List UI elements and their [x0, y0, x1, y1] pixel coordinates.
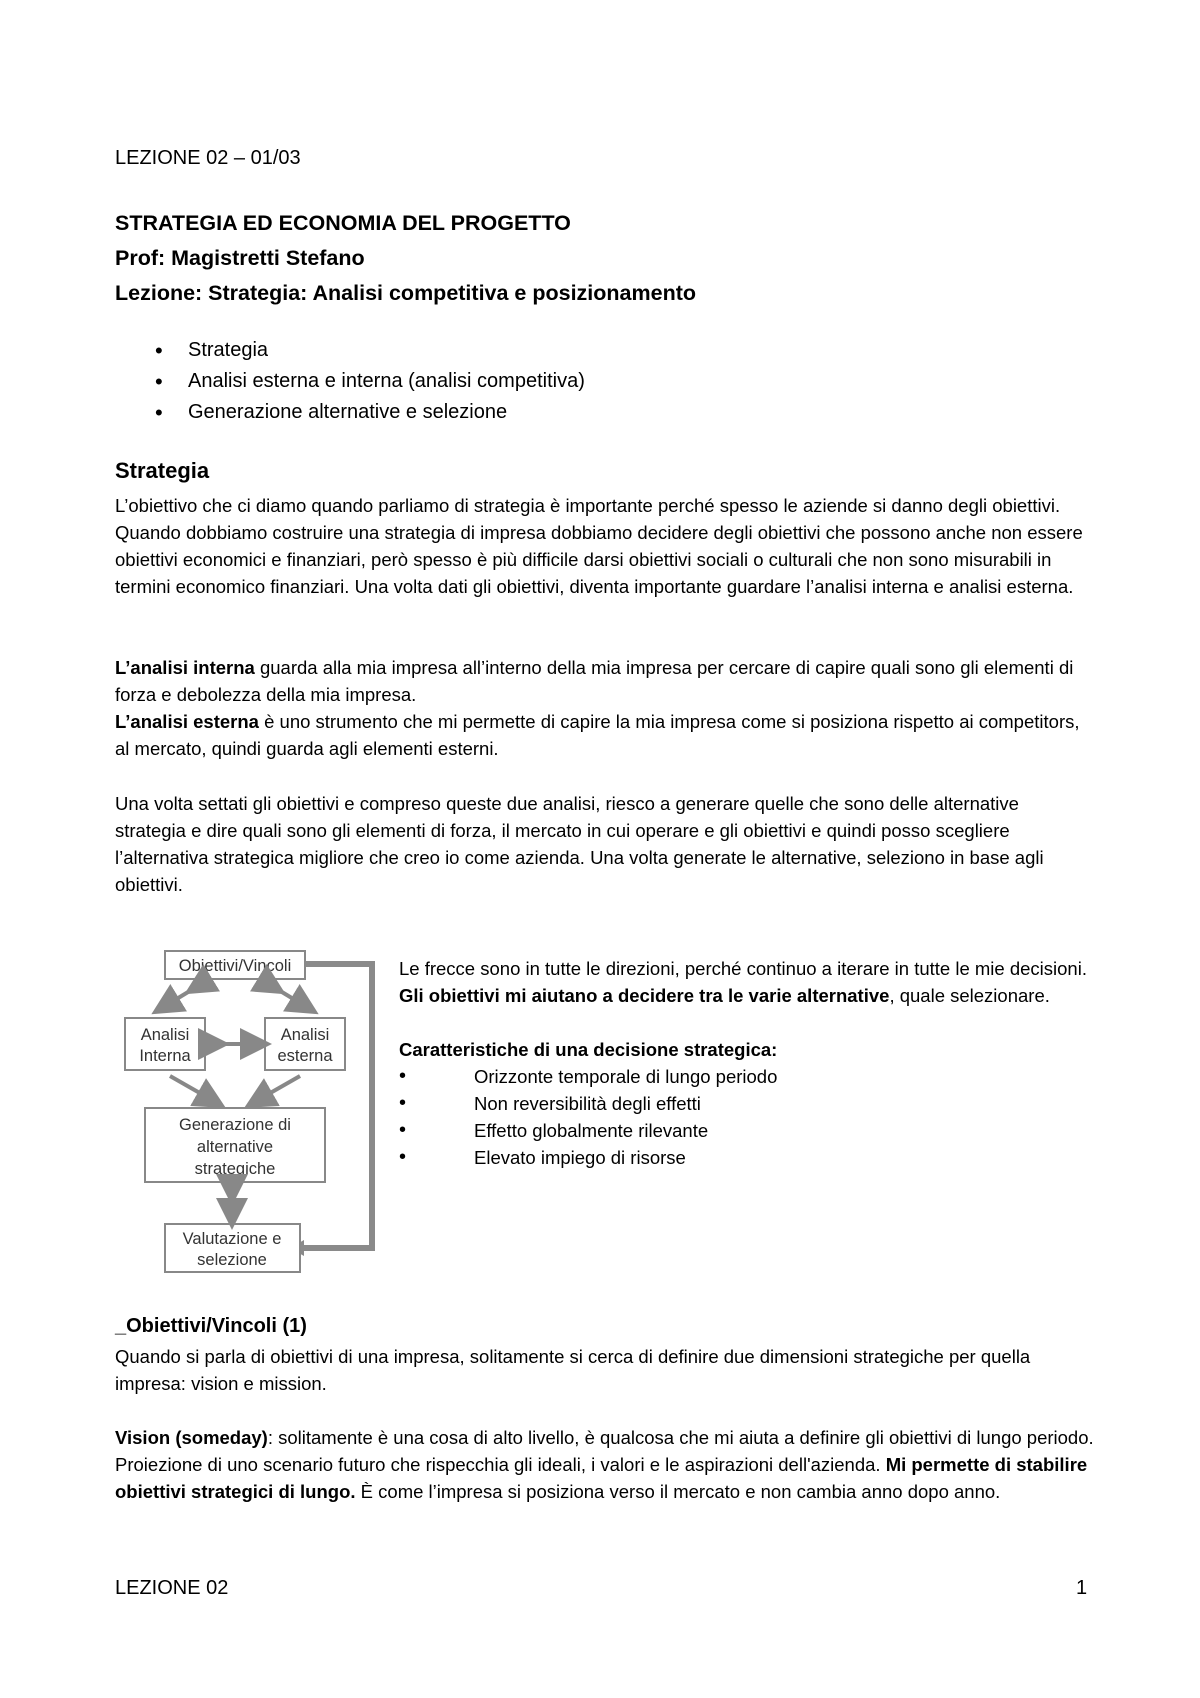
paragraph: Una volta settati gli obiettivi e compreso queste due analisi, riesco a generare quelle che sono delle alternative strategia e dire quali sono gli elementi di forza, il mercato in cui operare e gli obiettivi e quindi posso scegliere l’alternativa strategica migliore che creo io come azienda. Una volta generate le alternative, seleziono in base agli obiettivi. — [115, 793, 1044, 895]
section-heading-strategia: Strategia — [115, 458, 210, 483]
section-heading-obiettivi: _Obiettivi/Vincoli (1) — [115, 1315, 307, 1337]
paragraph-text: È come l’impresa si posiziona verso il mercato e non cambia anno dopo anno. — [355, 1481, 1001, 1502]
professor-line: Prof: Magistretti Stefano — [115, 246, 365, 270]
box-internal-label-2: Interna — [139, 1047, 191, 1065]
spacer — [399, 1009, 1099, 1036]
list-item: • Strategia — [115, 335, 585, 366]
box-external-label-1: Analisi — [280, 1026, 330, 1044]
bold-term: L’analisi interna — [115, 657, 255, 678]
diagram-svg — [120, 948, 385, 1278]
bold-title: Caratteristiche di una decisione strategica: — [399, 1039, 778, 1060]
paragraph-text: guarda alla mia impresa all’interno della mia impresa per cercare di capire quali sono gli elementi di forza e debolezza della mia impresa. — [115, 657, 1074, 705]
box-generation-label-3: strategiche — [194, 1160, 276, 1178]
box-objectives — [165, 951, 305, 979]
topics-list — [115, 335, 585, 428]
footer-lesson: LEZIONE 02 — [115, 1577, 229, 1599]
paragraph: L’obiettivo che ci diamo quando parliamo di strategia è importante perché spesso le aziende si danno degli obiettivi. Quando dobbiamo costruire una strategia di impresa dobbiamo decidere degli obiettivi che possono anche non essere obiettivi economici e finanziari, però spesso è più difficile darsi obiettivi sociali o culturali che non sono misurabili in termini economico finanziari. Una volta dati gli obiettivi, diventa importante guardare l’analisi interna e analisi esterna. — [115, 495, 1083, 597]
strategia-paragraph-1 — [115, 492, 1095, 600]
bold-phrase: Mi permette di stabilire obiettivi strategici di lungo. — [115, 1454, 1088, 1502]
paragraph — [115, 654, 1095, 708]
strategia-paragraph-2 — [115, 654, 1095, 762]
box-evaluation-label-1: Valutazione e — [182, 1230, 282, 1248]
box-evaluation — [165, 1224, 300, 1272]
page-number: 1 — [1076, 1577, 1088, 1599]
box-evaluation-label-2: selezione — [197, 1251, 267, 1269]
list-item: • Generazione alternative e selezione — [115, 397, 585, 428]
bold-term: Vision (someday) — [115, 1427, 268, 1448]
list-item: • Elevato impiego di risorse — [399, 1144, 1099, 1171]
paragraph-text: : solitamente è una cosa di alto livello, è qualcosa che mi aiuta a definire gli obiettivi di lungo periodo. Proiezione di uno scenario futuro che rispecchia gli ideali, i valori e le aspirazioni dell'azienda. — [115, 1427, 1094, 1475]
strategy-process-diagram — [120, 948, 385, 1278]
list-item: • Orizzonte temporale di lungo periodo — [399, 1063, 1099, 1090]
box-internal-label-1: Analisi — [140, 1026, 190, 1044]
vision-paragraph — [115, 1424, 1095, 1505]
lesson-date-header: LEZIONE 02 – 01/03 — [115, 147, 301, 169]
list-item: • Non reversibilità degli effetti — [399, 1090, 1099, 1117]
obiettivi-paragraph-1 — [115, 1343, 1095, 1397]
list-item: • Analisi esterna e interna (analisi competitiva) — [115, 366, 585, 397]
box-generation-label-1: Generazione di — [179, 1116, 291, 1134]
arrow-objectives-internal — [165, 986, 198, 1006]
bold-term: L’analisi esterna — [115, 711, 259, 732]
box-external-label-2: esterna — [277, 1047, 333, 1065]
strategia-paragraph-4 — [115, 790, 1095, 898]
arrow-external-generation — [258, 1076, 300, 1100]
diagram-explanation — [399, 955, 1099, 1171]
box-internal-analysis — [125, 1018, 205, 1070]
paragraph-text: , quale selezionare. — [889, 985, 1050, 1006]
title-block — [115, 206, 696, 311]
box-generation — [145, 1108, 325, 1182]
paragraph-text: è uno strumento che mi permette di capire la mia impresa come si posiziona rispetto ai competitors, al mercato, quindi guarda agli elementi esterni. — [115, 711, 1080, 759]
box-generation-label-2: alternative — [196, 1138, 274, 1156]
paragraph-text: Le frecce sono in tutte le direzioni, perché continuo a iterare in tutte le mie decisioni. — [399, 958, 1087, 979]
paragraph — [115, 708, 1095, 762]
characteristics-title — [399, 1036, 1099, 1063]
paragraph: Quando si parla di obiettivi di una impresa, solitamente si cerca di definire due dimensioni strategiche per quella impresa: vision e mission. — [115, 1346, 1031, 1394]
box-external-analysis — [265, 1018, 345, 1070]
characteristics-list — [399, 1063, 1099, 1171]
paragraph — [399, 955, 1099, 1009]
bold-phrase: Gli obiettivi mi aiutano a decidere tra le varie alternative — [399, 985, 890, 1006]
paragraph — [115, 1424, 1095, 1505]
list-item: • Effetto globalmente rilevante — [399, 1117, 1099, 1144]
box-objectives-label: Obiettivi/Vincoli — [178, 957, 292, 975]
lesson-title: Lezione: Strategia: Analisi competitiva e posizionamento — [115, 281, 697, 305]
arrow-internal-generation — [170, 1076, 212, 1100]
arrow-objectives-external — [272, 986, 305, 1006]
course-title: STRATEGIA ED ECONOMIA DEL PROGETTO — [115, 211, 571, 235]
